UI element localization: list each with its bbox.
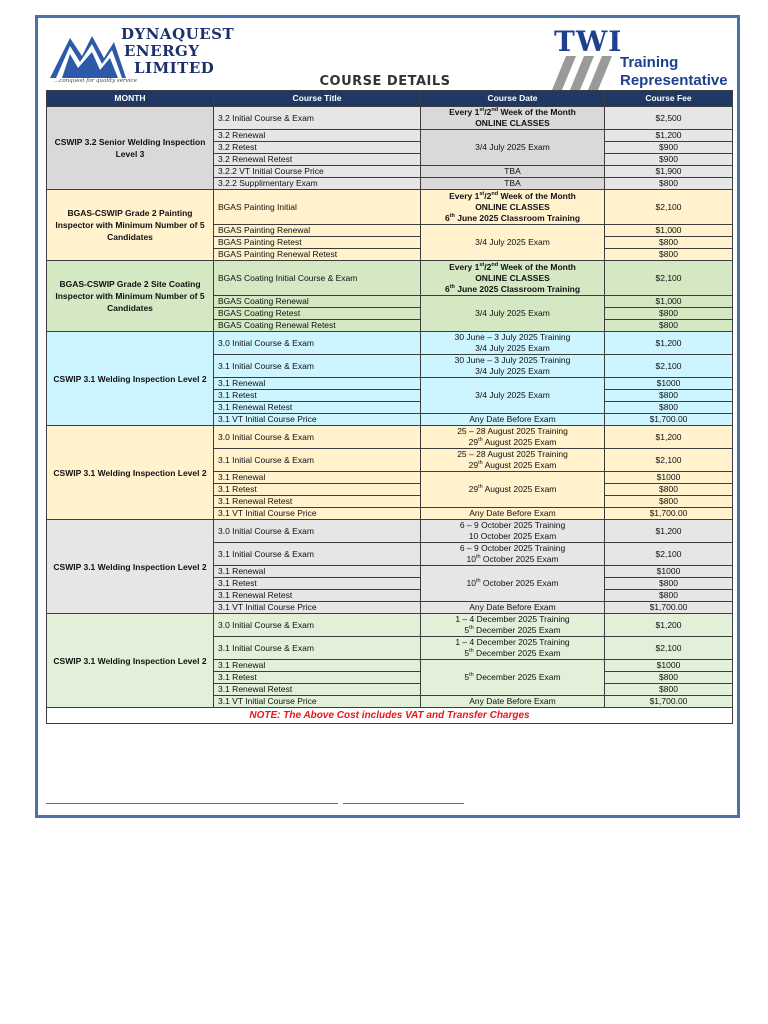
group-cswip-31-august xyxy=(47,426,733,520)
course-title: 3.2.2 VT Initial Course Price xyxy=(214,166,421,178)
course-title: 3.2 Renewal Retest xyxy=(214,154,421,166)
mountain-logo-icon xyxy=(48,28,128,83)
course-fee: $800 xyxy=(605,390,733,402)
course-date: 1 – 4 December 2025 Training 5th December 2025 Exam xyxy=(421,614,605,637)
course-date: 30 June – 3 July 2025 Training 3/4 July 2025 Exam xyxy=(421,332,605,355)
course-fee: $1,700.00 xyxy=(605,508,733,520)
course-date: Every 1st/2nd Week of the Month ONLINE CLASSES xyxy=(421,107,605,130)
course-fee: $800 xyxy=(605,249,733,261)
course-fee: $1,200 xyxy=(605,426,733,449)
course-fee: $1,200 xyxy=(605,130,733,142)
course-date: 1 – 4 December 2025 Training 5th December 2025 Exam xyxy=(421,637,605,660)
course-title: 3.1 VT Initial Course Price xyxy=(214,602,421,614)
course-date: 3/4 July 2025 Exam xyxy=(421,130,605,166)
month-cell: BGAS-CSWIP Grade 2 Site Coating Inspector with Minimum Number of 5 Candidates xyxy=(47,261,214,332)
table-row xyxy=(47,614,733,637)
course-title: 3.1 Renewal xyxy=(214,566,421,578)
table-row xyxy=(47,332,733,355)
twi-wordmark: TWI xyxy=(554,25,623,58)
course-date: Every 1st/2nd Week of the Month ONLINE CLASSES 6th June 2025 Classroom Training xyxy=(421,190,605,225)
table-header-row xyxy=(47,91,733,107)
course-date: Any Date Before Exam xyxy=(421,414,605,426)
course-date: 30 June – 3 July 2025 Training 3/4 July 2025 Exam xyxy=(421,355,605,378)
course-date: 6 – 9 October 2025 Training 10th October 2025 Exam xyxy=(421,543,605,566)
month-cell: CSWIP 3.2 Senior Welding Inspection Level 3 xyxy=(47,107,214,190)
course-title: 3.1 Initial Course & Exam xyxy=(214,543,421,566)
course-title: 3.1 Renewal xyxy=(214,378,421,390)
twi-representative-label: Representative xyxy=(620,72,728,89)
course-title: 3.2.2 Supplimentary Exam xyxy=(214,178,421,190)
course-title: 3.2 Renewal xyxy=(214,130,421,142)
course-fee: $2,100 xyxy=(605,637,733,660)
group-bgas-painting xyxy=(47,190,733,261)
month-cell: CSWIP 3.1 Welding Inspection Level 2 xyxy=(47,426,214,520)
course-date: Every 1st/2nd Week of the Month ONLINE CLASSES 6th June 2025 Classroom Training xyxy=(421,261,605,296)
course-fee: $1,900 xyxy=(605,166,733,178)
course-title: 3.1 Retest xyxy=(214,390,421,402)
date-line xyxy=(343,803,464,804)
course-title: 3.1 Retest xyxy=(214,672,421,684)
course-title: 3.1 Renewal Retest xyxy=(214,590,421,602)
course-fee: $800 xyxy=(605,308,733,320)
page-title: COURSE DETAILS xyxy=(319,74,451,89)
course-date: Any Date Before Exam xyxy=(421,696,605,708)
course-date: TBA xyxy=(421,166,605,178)
table-row xyxy=(47,520,733,543)
course-title: 3.1 Retest xyxy=(214,484,421,496)
course-fee: $800 xyxy=(605,237,733,249)
course-fee: $1000 xyxy=(605,378,733,390)
course-fee: $1,700.00 xyxy=(605,696,733,708)
course-title: BGAS Painting Renewal Retest xyxy=(214,249,421,261)
course-title: BGAS Painting Retest xyxy=(214,237,421,249)
course-fee: $1,700.00 xyxy=(605,414,733,426)
course-fee: $800 xyxy=(605,578,733,590)
course-date: 25 – 28 August 2025 Training 29th August 2025 Exam xyxy=(421,449,605,472)
course-fee: $800 xyxy=(605,496,733,508)
col-month: MONTH xyxy=(47,91,214,107)
company-tagline: ...conquest for quality service xyxy=(54,78,137,84)
table-row xyxy=(47,190,733,225)
course-title: 3.1 Renewal xyxy=(214,472,421,484)
table-row xyxy=(47,426,733,449)
group-bgas-coating xyxy=(47,261,733,332)
course-fee: $800 xyxy=(605,684,733,696)
col-course-fee: Course Fee xyxy=(605,91,733,107)
course-fee: $2,100 xyxy=(605,449,733,472)
course-title: 3.1 Renewal Retest xyxy=(214,402,421,414)
course-title: BGAS Coating Retest xyxy=(214,308,421,320)
course-title: 3.1 Retest xyxy=(214,578,421,590)
course-title: 3.1 Initial Course & Exam xyxy=(214,449,421,472)
course-fee: $1000 xyxy=(605,566,733,578)
group-cswip-31-october xyxy=(47,520,733,614)
course-fee: $2,100 xyxy=(605,543,733,566)
course-fee: $1,200 xyxy=(605,332,733,355)
table-row xyxy=(47,107,733,130)
course-title: 3.1 Renewal Retest xyxy=(214,684,421,696)
course-fee: $1,200 xyxy=(605,614,733,637)
month-cell: CSWIP 3.1 Welding Inspection Level 2 xyxy=(47,332,214,426)
course-fee: $800 xyxy=(605,320,733,332)
month-cell: CSWIP 3.1 Welding Inspection Level 2 xyxy=(47,614,214,708)
signature-line xyxy=(46,803,338,804)
group-cswip-31-december xyxy=(47,614,733,708)
vat-note: NOTE: The Above Cost includes VAT and Transfer Charges xyxy=(47,708,733,724)
course-title: 3.0 Initial Course & Exam xyxy=(214,614,421,637)
table-row xyxy=(47,261,733,296)
month-cell: CSWIP 3.1 Welding Inspection Level 2 xyxy=(47,520,214,614)
course-title: 3.0 Initial Course & Exam xyxy=(214,426,421,449)
dynaquest-logo xyxy=(48,25,235,89)
course-fee: $1000 xyxy=(605,472,733,484)
course-fee: $900 xyxy=(605,142,733,154)
course-title: 3.2 Initial Course & Exam xyxy=(214,107,421,130)
course-fee: $1,000 xyxy=(605,296,733,308)
course-fee: $2,100 xyxy=(605,355,733,378)
course-date: 3/4 July 2025 Exam xyxy=(421,225,605,261)
course-fee: $1,700.00 xyxy=(605,602,733,614)
course-date: 29th August 2025 Exam xyxy=(421,472,605,508)
course-fee: $800 xyxy=(605,484,733,496)
course-date: 3/4 July 2025 Exam xyxy=(421,378,605,414)
course-fee: $800 xyxy=(605,402,733,414)
course-title: 3.0 Initial Course & Exam xyxy=(214,520,421,543)
course-title: 3.1 Renewal Retest xyxy=(214,496,421,508)
col-course-date: Course Date xyxy=(421,91,605,107)
course-fee: $900 xyxy=(605,154,733,166)
course-title: 3.0 Initial Course & Exam xyxy=(214,332,421,355)
course-title: 3.1 VT Initial Course Price xyxy=(214,508,421,520)
company-name-line1: DYNAQUEST xyxy=(121,25,235,43)
course-date: 6 – 9 October 2025 Training 10 October 2025 Exam xyxy=(421,520,605,543)
course-fee: $800 xyxy=(605,672,733,684)
course-title: BGAS Coating Renewal xyxy=(214,296,421,308)
course-fee: $2,500 xyxy=(605,107,733,130)
month-cell: BGAS-CSWIP Grade 2 Painting Inspector with Minimum Number of 5 Candidates xyxy=(47,190,214,261)
course-fee: $2,100 xyxy=(605,190,733,225)
course-title: 3.1 Initial Course & Exam xyxy=(214,355,421,378)
twi-training-label: Training xyxy=(620,54,679,71)
company-name-line2: ENERGY xyxy=(124,42,200,60)
course-date: TBA xyxy=(421,178,605,190)
course-title: 3.1 VT Initial Course Price xyxy=(214,414,421,426)
course-table xyxy=(46,90,733,724)
course-fee: $1000 xyxy=(605,660,733,672)
course-date: 5th December 2025 Exam xyxy=(421,660,605,696)
course-title: 3.1 Renewal xyxy=(214,660,421,672)
course-title: BGAS Painting Initial xyxy=(214,190,421,225)
course-fee: $800 xyxy=(605,590,733,602)
note-row xyxy=(47,708,733,724)
course-date: 25 – 28 August 2025 Training 29th August 2025 Exam xyxy=(421,426,605,449)
col-course-title: Course Title xyxy=(214,91,421,107)
course-title: 3.1 Initial Course & Exam xyxy=(214,637,421,660)
twi-stripes-icon xyxy=(552,56,616,90)
course-fee: $800 xyxy=(605,178,733,190)
group-cswip-31-july xyxy=(47,332,733,426)
course-fee: $2,100 xyxy=(605,261,733,296)
course-title: BGAS Painting Renewal xyxy=(214,225,421,237)
twi-logo xyxy=(550,25,728,91)
course-title: BGAS Coating Renewal Retest xyxy=(214,320,421,332)
course-fee: $1,000 xyxy=(605,225,733,237)
course-title: BGAS Coating Initial Course & Exam xyxy=(214,261,421,296)
company-name-line3: LIMITED xyxy=(134,59,215,77)
course-date: Any Date Before Exam xyxy=(421,602,605,614)
course-title: 3.1 VT Initial Course Price xyxy=(214,696,421,708)
course-title: 3.2 Retest xyxy=(214,142,421,154)
course-date: 10th October 2025 Exam xyxy=(421,566,605,602)
course-date: 3/4 July 2025 Exam xyxy=(421,296,605,332)
course-fee: $1,200 xyxy=(605,520,733,543)
group-cswip-32 xyxy=(47,107,733,190)
course-date: Any Date Before Exam xyxy=(421,508,605,520)
